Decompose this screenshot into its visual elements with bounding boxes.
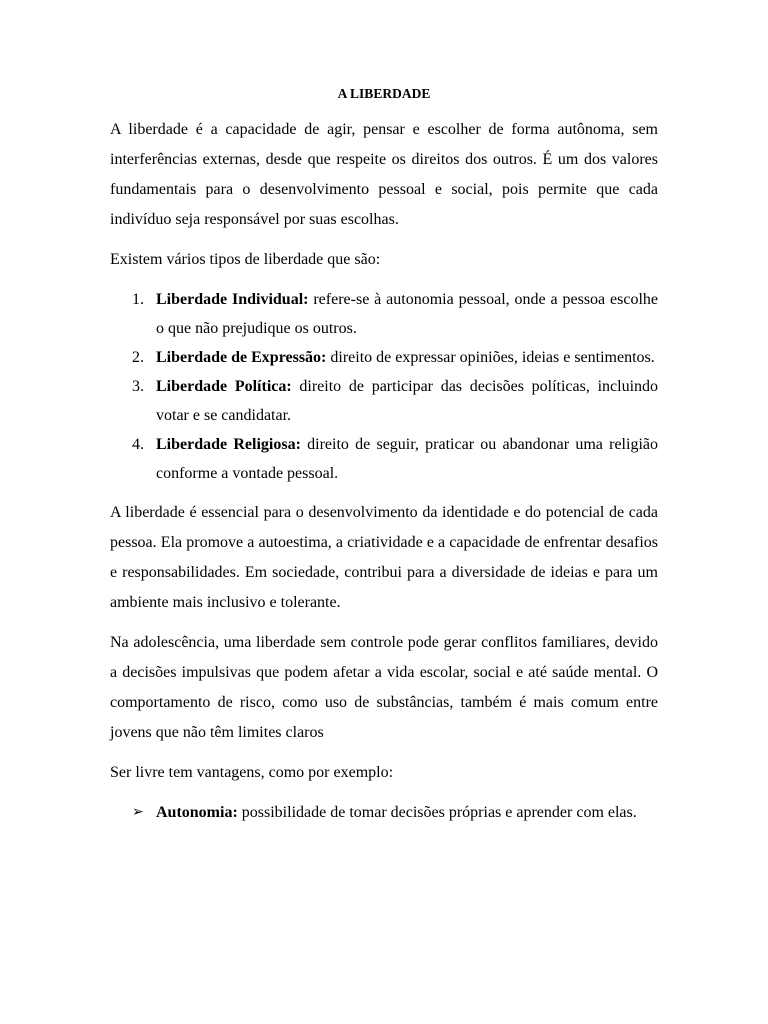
document-title: A LIBERDADE	[337, 86, 431, 101]
list-text: refere-se à autonomia pessoal, onde a pessoa escolhe o que não prejudique os outros.	[156, 291, 658, 337]
adolescence-paragraph: Na adolescência, uma liberdade sem controle pode gerar conflitos familiares, devido a decisões impulsivas que podem afetar a vida escolar, social e até saúde mental. O comportamento de risco, como uso de substâncias, também é mais comum entre jovens que não têm limites claros	[110, 634, 658, 741]
list-item	[110, 372, 658, 430]
arrow-bullet-icon: ➢	[132, 805, 144, 820]
intro-paragraph: A liberdade é a capacidade de agir, pensar e escolher de forma autônoma, sem interferências externas, desde que respeite os direitos dos outros. É um dos valores fundamentais para o desenvolvimento pessoal e social, pois permite que cada indivíduo seja responsável por suas escolhas.	[110, 121, 658, 228]
advantages-list	[110, 798, 658, 827]
list-text: direito de seguir, praticar ou abandonar uma religião conforme a vontade pessoal.	[156, 436, 658, 482]
list-term: Liberdade Individual:	[156, 291, 309, 308]
essential-paragraph: A liberdade é essencial para o desenvolvimento da identidade e do potencial de cada pessoa. Ela promove a autoestima, a criatividade e a capacidade de enfrentar desafios e responsabilidades. Em sociedade, contribui para a diversidade de ideias e para um ambiente mais inclusivo e tolerante.	[110, 504, 658, 611]
list-number: 1.	[132, 291, 144, 308]
list-item	[110, 285, 658, 343]
document-page	[110, 84, 658, 837]
types-lead-paragraph: Existem vários tipos de liberdade que são:	[110, 251, 381, 268]
list-item	[110, 343, 658, 372]
list-term: Liberdade de Expressão:	[156, 349, 327, 366]
list-term: Liberdade Política:	[156, 378, 292, 395]
liberty-types-list	[110, 285, 658, 488]
list-text: direito de expressar opiniões, ideias e sentimentos.	[326, 349, 655, 366]
list-term: Autonomia:	[156, 804, 238, 821]
list-term: Liberdade Religiosa:	[156, 436, 301, 453]
list-text: direito de participar das decisões políticas, incluindo votar e se candidatar.	[156, 378, 659, 424]
list-item	[110, 430, 658, 488]
list-number: 4.	[132, 436, 144, 453]
list-number: 2.	[132, 349, 144, 366]
advantages-lead-paragraph: Ser livre tem vantagens, como por exemplo:	[110, 764, 394, 781]
list-text: possibilidade de tomar decisões próprias e aprender com elas.	[237, 804, 637, 821]
list-item	[110, 798, 658, 827]
list-number: 3.	[132, 378, 144, 395]
